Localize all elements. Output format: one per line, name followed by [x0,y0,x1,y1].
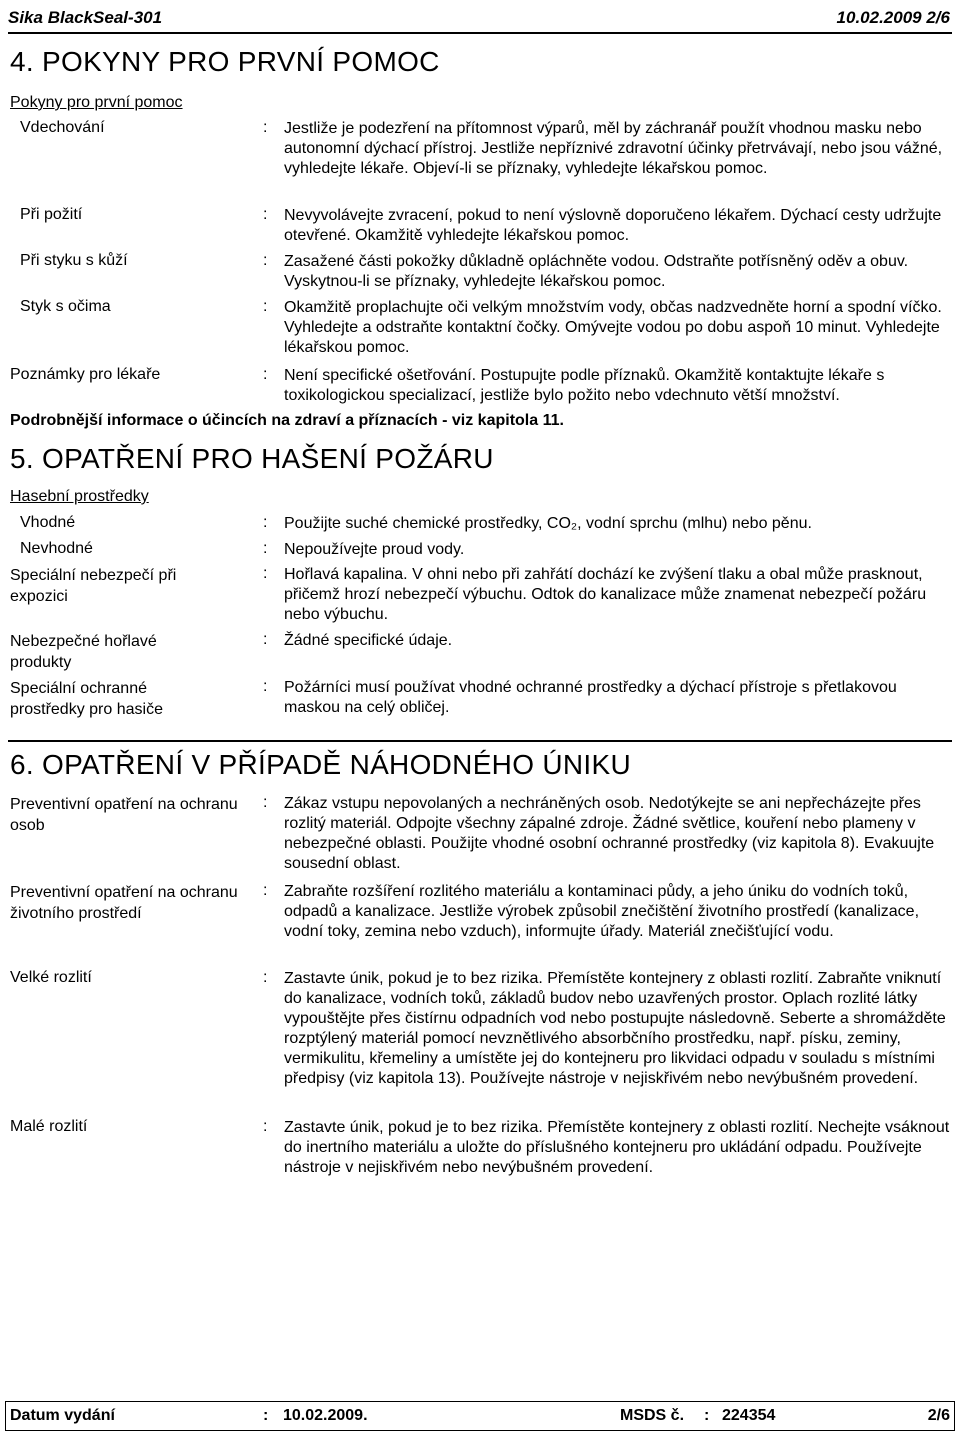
footer-issue-colon: : [263,1407,269,1424]
section-5-title: 5. OPATŘENÍ PRO HAŠENÍ POŽÁRU [10,443,494,474]
s5-text-combustion-products: Žádné specifické údaje. [284,632,453,649]
header-date-page: 10.02.2009 2/6 [836,8,950,27]
footer-msds-number: 224354 [722,1407,776,1424]
s4-label-inhalation: Vdechování [20,119,105,136]
header-product: Sika BlackSeal-301 [8,8,163,27]
s6-label-environmental-precautions: Preventivní opatření na ochranu životního prostředí [10,884,238,922]
s6-text-personal-precautions: Zákaz vstupu nepovolaných a nechráněných osob. Nedotýkejte se ani nepřecházejte přes rozlitý materiál. Odpojte všechny zápalné zdroje. Žádné světlice, kouření nebo plameny v nebezpečné oblasti. Použijte vhodné osobní ochranné prostředky (viz kapitola 8). Evakuujte sousední oblast. [284,795,935,872]
s6-label-personal-precautions: Preventivní opatření na ochranu osob [10,796,238,834]
s6-colon: : [263,1118,268,1135]
s4-text-eyes: Okamžitě proplachujte oči velkým množstvím vody, občas nadzvedněte horní a spodní víčko. Vyhledejte a odstraňte kontaktní čočky. Omývejte vodou po dobu aspoň 10 minut. Vyhledejte lékařskou pomoc. [284,299,942,356]
s5-colon: : [263,514,268,531]
s5-label-exposure-hazard: Speciální nebezpečí při expozici [10,567,177,605]
s4-label-ingestion: Při požití [20,206,83,223]
s5-text-suitable: Použijte suché chemické prostředky, CO₂, vodní sprchu (mlhu) nebo pěnu. [284,515,812,532]
s6-label-large-spill: Velké rozlití [10,969,92,986]
s4-colon: : [263,119,268,136]
s5-colon: : [263,565,268,582]
footer-msds-colon: : [704,1407,710,1424]
section-5-subheading: Hasební prostředky [10,488,149,505]
footer-msds-label: MSDS č. [620,1407,685,1424]
s4-colon: : [263,366,268,383]
s6-text-large-spill: Zastavte únik, pokud je to bez rizika. Přemístěte kontejnery z oblasti rozlití. Zabraňte vniknutí do kanalizace, vodních toků, základů budov nebo uzavřených prostor. Oplach rozlité látky vypouštějte přes čistírnu odpadních vod nebo postupujte následovně. Seberte a shromážděte rozptýlený materiál pomocí nevznětlivého absorbčního prostředku, např. písku, zeminy, vermikulitu, křemeliny a umístěte jej do kontejneru pro likvidaci odpadu v souladu s místními předpisy (viz kapitola 13). Používejte nástroje v nejiskřivém nebo nevýbušném provedení. [284,970,946,1087]
footer-box [5,1401,955,1431]
section-6-rule [8,740,952,742]
s6-label-small-spill: Malé rozlití [10,1118,88,1135]
s4-label-eyes: Styk s očima [20,298,111,315]
s5-label-combustion-products: Nebezpečné hořlavé produkty [10,633,157,671]
footer-page: 2/6 [927,1407,950,1424]
s5-label-unsuitable: Nevhodné [20,540,93,557]
s6-colon: : [263,794,268,811]
footer-issue-label: Datum vydání [10,1407,115,1424]
s5-text-unsuitable: Nepoužívejte proud vody. [284,541,465,558]
section-6-title: 6. OPATŘENÍ V PŘÍPADĚ NÁHODNÉHO ÚNIKU [10,749,631,780]
s4-note: Podrobnější informace o účincích na zdraví a příznacích - viz kapitola 11. [10,412,564,429]
s4-text-doctor: Není specifické ošetřování. Postupujte podle příznaků. Okamžitě kontaktujte lékaře s toxikologickou specializací, jestliže bylo požito nebo vdechnuto větší množství. [284,367,885,404]
s4-text-skin: Zasažené části pokožky důkladně opláchněte vodou. Odstraňte potřísněný oděv a obuv. Vyskytnou-li se příznaky, vyhledejte lékařskou pomoc. [284,253,909,290]
s5-text-exposure-hazard: Hořlavá kapalina. V ohni nebo při zahřátí dochází ke zvýšení tlaku a obal může prasknout, přičemž hrozí nebezpečí výbuchu. Odtok do kanalizace může znamenat nebezpečí požáru nebo výbuchu. [284,566,927,623]
s5-colon: : [263,678,268,695]
s5-colon: : [263,631,268,648]
s4-colon: : [263,252,268,269]
s6-text-environmental-precautions: Zabraňte rozšíření rozlitého materiálu a kontaminaci půdy, a jeho úniku do vodních toků, odpadů a kanalizace. Jestliže výrobek způsobil znečištění životního prostředí (kanalizace, vodní toky, zemina nebo vzduch), informujte úřady. Materiál znečišťující vodu. [284,883,920,940]
s5-colon: : [263,540,268,557]
s4-text-inhalation: Jestliže je podezření na přítomnost výparů, měl by záchranář použít vhodnou masku nebo autonomní dýchací přístroj. Jestliže nepříznivé zdravotní účinky přetrvávají, nebo jsou vážné, vyhledejte lékaře. Objeví-li se příznaky, vyhledejte lékařskou pomoc. [284,120,943,177]
section-4-title: 4. POKYNY PRO PRVNÍ POMOC [10,46,440,77]
footer-issue-date: 10.02.2009. [283,1407,368,1424]
s6-colon: : [263,969,268,986]
s4-label-doctor: Poznámky pro lékaře [10,366,161,383]
s6-colon: : [263,882,268,899]
s5-label-firefighter-equipment: Speciální ochranné prostředky pro hasiče [10,680,163,718]
s5-text-firefighter-equipment: Požárníci musí používat vhodné ochranné prostředky a dýchací přístroje s přetlakovou maskou na celý obličej. [284,679,897,716]
s4-colon: : [263,298,268,315]
section-4-subheading: Pokyny pro první pomoc [10,94,183,111]
header-rule [8,32,952,34]
s6-text-small-spill: Zastavte únik, pokud je to bez rizika. Přemístěte kontejnery z oblasti rozlití. Nechejte vsáknout do inertního materiálu a uložte do příslušného kontejneru pro ukládání odpadu. Používejte nástroje v nejiskřivém nebo nevýbušném provedení. [284,1119,950,1176]
s4-colon: : [263,206,268,223]
s4-label-skin: Při styku s kůží [20,252,128,269]
s4-text-ingestion: Nevyvolávejte zvracení, pokud to není výslovně doporučeno lékařem. Dýchací cesty udržujte otevřené. Okamžitě vyhledejte lékařskou pomoc. [284,207,942,244]
s5-label-suitable: Vhodné [20,514,76,531]
